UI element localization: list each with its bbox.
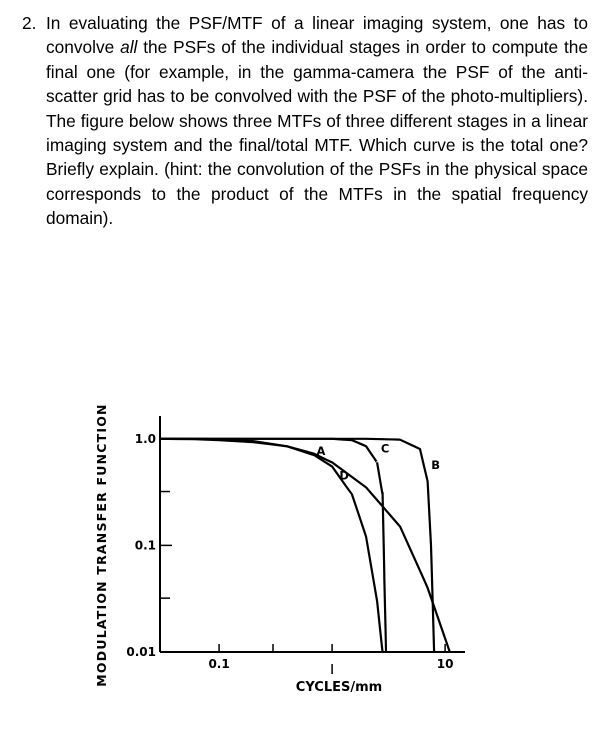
- question-text-part2: the PSFs of the individual stages in order to compute the final one (for example, in the gamma-camera the PSF of the anti-scatter grid has to be convolved with the PSF of the photo-multipliers). The figure below shows three MTFs of three different stages in a linear imaging system and the final/total MTF. Which curve is the total one? Briefly explain. (hint: the convolution of the PSFs in the physical space corresponds to the product of the MTFs in the spatial frequency domain).: [46, 37, 588, 229]
- x-axis-label: CYCLES/mm: [295, 680, 383, 695]
- curve-c: [160, 439, 386, 652]
- question-block: [22, 11, 588, 231]
- curve-d: [160, 439, 450, 652]
- curve-label-d: D: [339, 468, 349, 483]
- question-text-emphasis: all: [120, 37, 138, 58]
- curve-b: [160, 439, 434, 652]
- mtf-figure: [80, 340, 520, 720]
- axes: [126, 416, 465, 674]
- curve-label-b: B: [431, 458, 440, 473]
- curve-labels: [316, 441, 440, 482]
- y-tick-label: 0.01: [126, 645, 156, 659]
- y-tick-label: 1.0: [134, 431, 156, 446]
- curve-label-a: A: [316, 444, 326, 459]
- curve-label-c: C: [380, 441, 390, 456]
- curve-a: [160, 439, 383, 652]
- x-tick-label: 0.1: [208, 657, 230, 671]
- question-number: 2.: [22, 13, 37, 33]
- mtf-chart: [80, 340, 520, 720]
- question-text-part1: In evaluating the PSF/MTF of a linear imaging system, one has to convolve: [46, 13, 588, 58]
- y-tick-label: 0.1: [134, 538, 156, 553]
- y-axis-label: MODULATION TRANSFER FUNCTION: [94, 403, 109, 687]
- x-tick-label: 10: [436, 657, 454, 671]
- curves: [160, 439, 450, 652]
- question-text: [46, 11, 588, 231]
